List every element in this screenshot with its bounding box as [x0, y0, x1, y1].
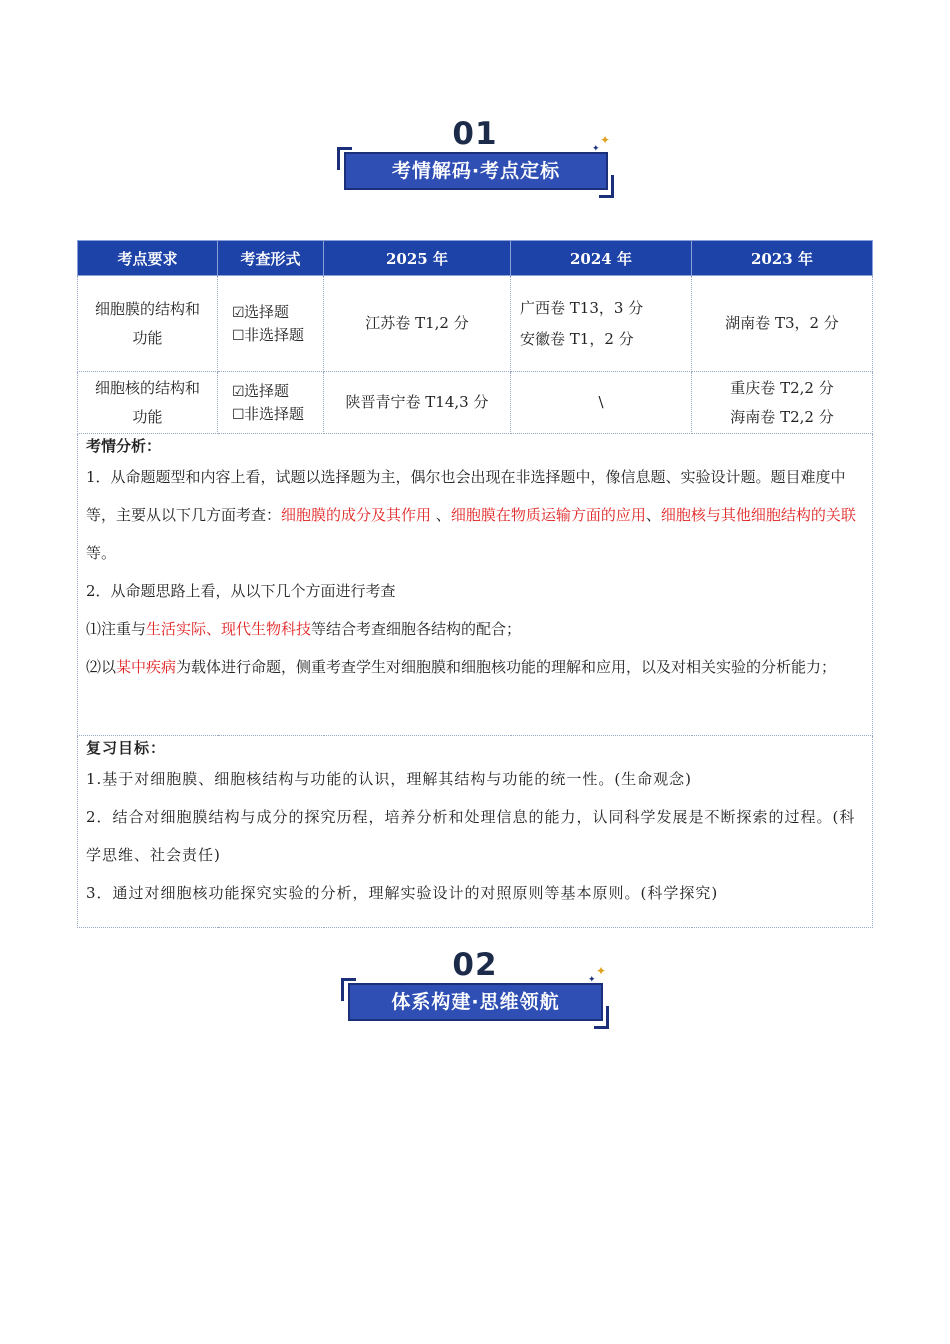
year-2025-cell: 陕晋青宁卷 T14,3 分 — [324, 372, 511, 434]
table-row — [78, 372, 873, 434]
column-header: 2024 年 — [511, 241, 692, 276]
topic-cell: 细胞膜的结构和 功能 — [78, 276, 218, 372]
column-header: 2023 年 — [692, 241, 873, 276]
section-number: 02 — [452, 947, 498, 983]
highlight-text: 细胞膜的成分及其作用 — [281, 506, 432, 524]
column-header: 2025 年 — [324, 241, 511, 276]
year-2024-cell: 广西卷 T13，3 分 安徽卷 T1，2 分 — [511, 276, 692, 372]
analysis-label: 考情分析： — [86, 437, 162, 455]
sparkle-icon: ✦ — [600, 133, 611, 147]
section-banner-02 — [0, 948, 950, 1028]
highlight-text: 某中疾病 — [116, 658, 177, 676]
year-2023-cell: 湖南卷 T3，2 分 — [692, 276, 873, 372]
question-type-cell: ☑选择题 ☐非选择题 — [218, 372, 324, 434]
highlight-text: 细胞膜在物质运输方面的应用 — [450, 506, 646, 524]
section-banner-01 — [0, 117, 950, 197]
analysis-paragraph-1: 1．从命题题型和内容上看，试题以选择题为主，偶尔也会出现在非选择题中，像信息题、实验设计题。题目难度中等，主要从以下几方面考查：细胞膜的成分及其作用 、细胞膜在物质运输方面的应用、细胞核与其他细胞结构的关联等。 — [86, 468, 856, 562]
section-title: 体系构建·思维领航 — [348, 983, 603, 1021]
analysis-cell — [78, 434, 873, 736]
corner-decoration — [594, 1006, 609, 1029]
analysis-paragraph-3: ⑴注重与生活实际、现代生物科技等结合考查细胞各结构的配合； — [86, 620, 522, 638]
highlight-text: 细胞核与其他细胞结构的关联 — [660, 506, 856, 524]
sparkle-icon: ✦ — [592, 144, 600, 154]
goal-item: 1.基于对细胞膜、细胞核结构与功能的认识，理解其结构与功能的统一性。(生命观念) — [86, 770, 693, 788]
question-type-cell: ☑选择题 ☐非选择题 — [218, 276, 324, 372]
goals-cell — [78, 736, 873, 928]
checked-box-icon: ☑ — [232, 304, 245, 321]
column-header: 考点要求 — [78, 241, 218, 276]
sparkle-icon: ✦ — [588, 975, 596, 985]
unchecked-box-icon: ☐ — [232, 327, 245, 344]
corner-decoration — [599, 175, 614, 198]
sparkle-icon: ✦ — [596, 964, 607, 978]
table-row — [78, 276, 873, 372]
year-2023-cell: 重庆卷 T2,2 分 海南卷 T2,2 分 — [692, 372, 873, 434]
table-header-row — [78, 241, 873, 276]
analysis-paragraph-2: 2．从命题思路上看，从以下几个方面进行考查 — [86, 582, 396, 600]
topic-cell: 细胞核的结构和 功能 — [78, 372, 218, 434]
goals-label: 复习目标： — [86, 739, 167, 757]
year-2025-cell: 江苏卷 T1,2 分 — [324, 276, 511, 372]
analysis-row — [78, 434, 873, 736]
year-2024-cell: \ — [511, 372, 692, 434]
analysis-paragraph-4: ⑵以某中疾病为载体进行命题，侧重考查学生对细胞膜和细胞核功能的理解和应用，以及对相关实验的分析能力； — [86, 658, 837, 676]
column-header: 考查形式 — [218, 241, 324, 276]
highlight-text: 生活实际、现代生物科技 — [146, 620, 312, 638]
unchecked-box-icon: ☐ — [232, 406, 245, 423]
checked-box-icon: ☑ — [232, 383, 245, 400]
goal-item: 3．通过对细胞核功能探究实验的分析，理解实验设计的对照原则等基本原则。(科学探究) — [86, 884, 719, 902]
section-title: 考情解码·考点定标 — [344, 152, 608, 190]
goals-row — [78, 736, 873, 928]
section-number: 01 — [452, 116, 498, 152]
goal-item: 2．结合对细胞膜结构与成分的探究历程，培养分析和处理信息的能力，认同科学发展是不断探索的过程。(科学思维、社会责任) — [86, 808, 856, 864]
exam-analysis-table — [77, 240, 873, 928]
